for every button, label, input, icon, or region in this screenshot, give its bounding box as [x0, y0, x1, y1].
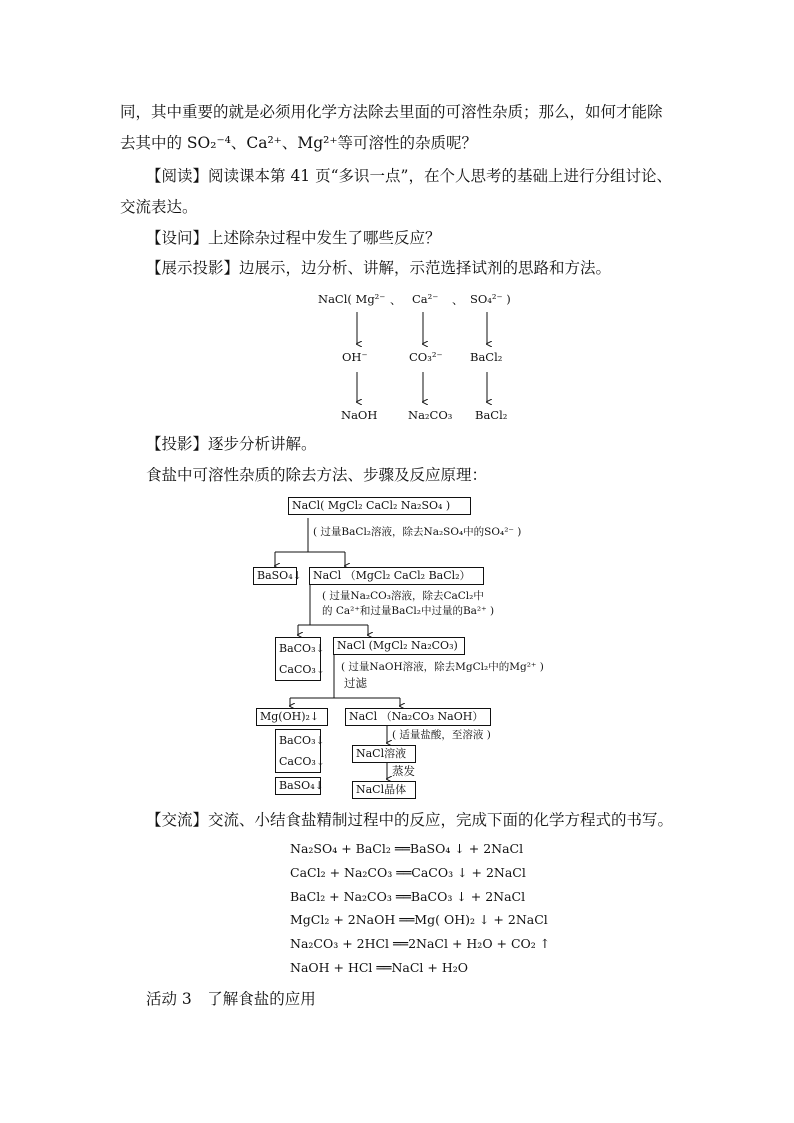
flow-mix3-box: NaCl （Na₂CO₃ NaOH） [345, 708, 491, 726]
reagent-header-sep2: 、 [452, 293, 464, 307]
equation-3: BaCl₂ + Na₂CO₃ ══BaCO₃ ↓ + 2NaCl [290, 889, 526, 904]
flow-step3-note: ( 过量NaOH溶液，除去MgCl₂中的Mg²⁺ ) [341, 661, 544, 673]
flow-mix2-box: NaCl (MgCl₂ Na₂CO₃) [333, 637, 465, 655]
flow-ppt2-box [275, 637, 326, 681]
reagent-na2co3: Na₂CO₃ [408, 408, 453, 422]
reagent-header-nacl: NaCl( Mg²⁻ [318, 292, 386, 306]
show-tag: 【展示投影】 [146, 259, 240, 277]
ion-oh: OH⁻ [342, 350, 368, 364]
flow-ppt-mgoh2: Mg(OH)₂↓ [256, 708, 328, 726]
ask-text: 上述除杂过程中发生了哪些反应？ [208, 229, 441, 247]
flow-solution-box: NaCl溶液 [352, 745, 416, 763]
flow-ppt-caco3: CaCO₃↓ [279, 663, 326, 676]
flow-ppt-baco3-2: BaCO₃↓ [279, 734, 325, 747]
flow-evaporate-label: 蒸发 [392, 764, 415, 778]
flow-ppt-caco3-2: CaCO₃↓ [279, 755, 326, 768]
equation-2: CaCl₂ + Na₂CO₃ ══CaCO₃ ↓ + 2NaCl [290, 865, 526, 880]
reagent-naoh: NaOH [341, 408, 378, 422]
paragraph-line-1: 同，其中重要的就是必须用化学方法除去里面的可溶性杂质；那么，如何才能除 [120, 103, 663, 121]
ion-bacl2: BaCl₂ [470, 350, 503, 364]
flow-step2-note-a: ( 过量Na₂CO₃溶液，除去CaCl₂中 [322, 590, 484, 602]
equation-6: NaOH + HCl ══NaCl + H₂O [290, 960, 468, 975]
flow-crystal-box: NaCl晶体 [352, 781, 416, 799]
projection-text: 逐步分析讲解。 [208, 435, 317, 453]
reagent-header-sep1: 、 [390, 293, 402, 307]
projection-section [146, 433, 317, 455]
exchange-section [146, 809, 673, 831]
flow-step4-note: ( 适量盐酸，至溶液 ) [392, 729, 491, 741]
flow-filter-label: 过滤 [344, 676, 367, 690]
flow-start-box: NaCl( MgCl₂ CaCl₂ Na₂SO₄ ) [288, 497, 471, 515]
flow-step2-note-b: 的 Ca²⁺和过量BaCl₂中过量的Ba²⁺ ) [322, 605, 495, 617]
flow-mix1-box: NaCl （MgCl₂ CaCl₂ BaCl₂） [309, 567, 484, 585]
read-text: 阅读课本第 41 页“多识一点”，在个人思考的基础上进行分组讨论、 [208, 167, 672, 185]
paragraph-line-2: 去其中的 SO₂⁻⁴、Ca²⁺、Mg²⁺等可溶性的杂质呢？ [120, 134, 478, 152]
reagent-bacl2: BaCl₂ [475, 408, 508, 422]
flow-ppt-baso4-2: BaSO₄↓ [275, 777, 321, 795]
ask-tag: 【设问】 [146, 229, 209, 247]
equation-4: MgCl₂ + 2NaOH ══Mg( OH)₂ ↓ + 2NaCl [290, 912, 548, 927]
ion-co3: CO₃²⁻ [409, 350, 443, 364]
read-text-cont: 交流表达。 [120, 198, 198, 216]
flow-ppt-baco3: BaCO₃↓ [279, 642, 325, 655]
read-tag: 【阅读】 [146, 167, 209, 185]
reagent-header-so4: SO₄²⁻ ) [470, 292, 511, 306]
intro-text: 食盐中可溶性杂质的除去方法、步骤及反应原理： [146, 466, 488, 484]
exchange-text: 交流、小结食盐精制过程中的反应，完成下面的化学方程式的书写。 [208, 811, 674, 829]
equation-5: Na₂CO₃ + 2HCl ══2NaCl + H₂O + CO₂ ↑ [290, 936, 551, 951]
show-text: 边展示，边分析、讲解，示范选择试剂的思路和方法。 [239, 259, 612, 277]
flow-step1-note: ( 过量BaCl₂溶液，除去Na₂SO₄中的SO₄²⁻ ) [313, 526, 522, 538]
equation-1: Na₂SO₄ + BaCl₂ ══BaSO₄ ↓ + 2NaCl [290, 841, 524, 856]
activity-heading: 活动 3 了解食盐的应用 [146, 990, 316, 1008]
projection-tag: 【投影】 [146, 435, 209, 453]
reagent-header-ca: Ca²⁻ [412, 292, 439, 306]
flow-ppt3-box [275, 729, 326, 773]
flow-ppt-baso4: BaSO₄↓ [253, 567, 297, 585]
exchange-tag: 【交流】 [146, 811, 209, 829]
